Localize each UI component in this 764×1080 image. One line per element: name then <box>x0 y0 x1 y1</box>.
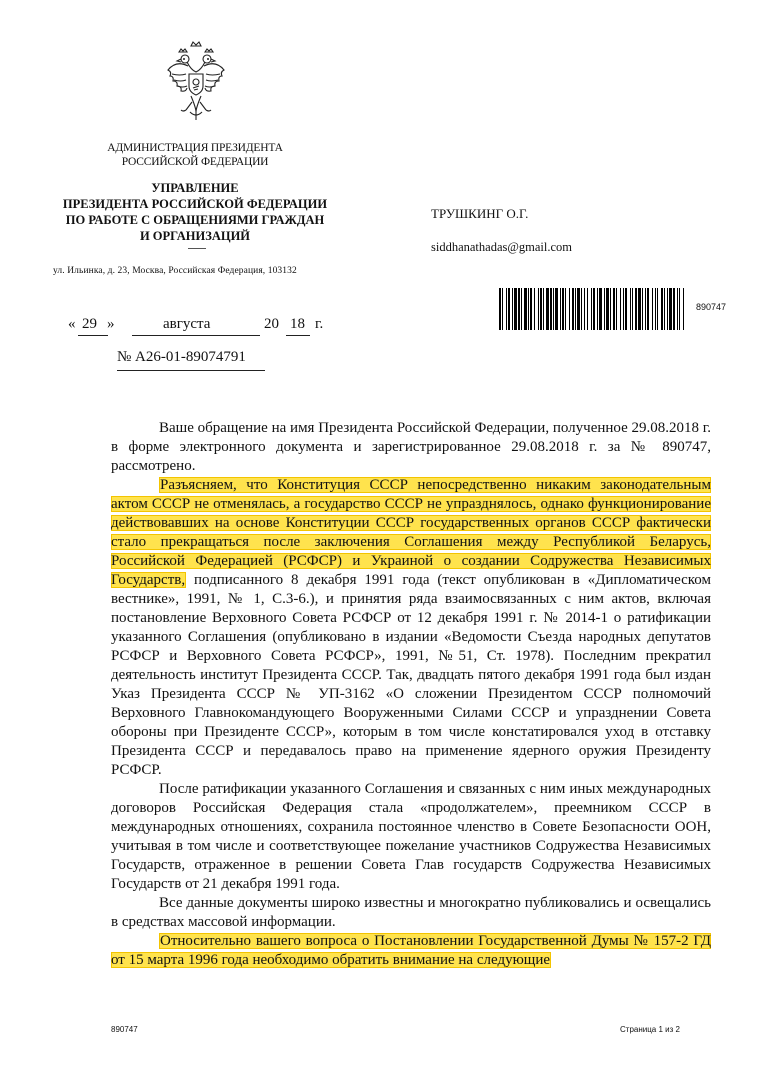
registration-number: № А26-01-89074791 <box>117 349 246 365</box>
header-divider <box>188 248 206 249</box>
sender-address: ул. Ильинка, д. 23, Москва, Российская Федерация, 103132 <box>53 266 297 276</box>
department-line-4: И ОРГАНИЗАЦИЙ <box>139 229 251 243</box>
department-line-1: УПРАВЛЕНИЕ <box>151 181 239 195</box>
department-line-2: ПРЕЗИДЕНТА РОССИЙСКОЙ ФЕДЕРАЦИИ <box>62 197 328 211</box>
date-day-underline <box>78 335 108 336</box>
recipient-email: siddhanathadas@gmail.com <box>431 240 572 254</box>
highlighted-text-2: Относительно вашего вопроса о Постановлении Государственной Думы № 157-2 ГД от 15 марта 1996 года необходимо обратить внимание на следующие <box>111 933 711 968</box>
barcode <box>499 288 685 330</box>
date-year-prefix: 20 <box>264 316 279 332</box>
date-year-underline <box>286 335 310 336</box>
paragraph-3: После ратификации указанного Соглашения и связанных с ним иных международных договоров Российская Федерация стала «продолжателем», преемником СССР в международных отношениях, сохранила постоянное членство в Совете Безопасности ООН, учитывая в том числе и соответствующее пожелание участников Содружества Независимых Государств, отраженное в решении Совета Глав государств Содружества Независимых Государств от 21 декабря 1991 года. <box>111 781 711 892</box>
footer-page-indicator: Страница 1 из 2 <box>620 1025 680 1034</box>
footer-document-number: 890747 <box>111 1025 138 1034</box>
recipient-name: ТРУШКИНГ О.Г. <box>431 206 529 221</box>
date-close-quote: » <box>107 316 115 332</box>
paragraph-1: Ваше обращение на имя Президента Российской Федерации, полученное 29.08.2018 г. в форме электронного документа и зарегистрированное 29.08.2018 г. за № 890747, рассмотрено. <box>111 420 711 474</box>
paragraph-2 <box>111 476 711 780</box>
date-open-quote: « <box>68 316 76 332</box>
paragraph-4: Все данные документы широко известны и многократно публиковались и освещались в средствах массовой информации. <box>111 895 711 930</box>
paragraph-2-rest: подписанного 8 декабря 1991 года (текст опубликован в «Дипломатическом вестнике», 1991, № 1, С.3-6.), и принятия ряда взаимосвязанных с ним актов, включая постановление Верховного Совета РСФСР от 12 декабря 1991 г. № 2014-1 о ратификации указанного Соглашения (опубликовано в издании «Ведомости Съезда народных депутатов РСФСР и Верховного Совета РСФСР», 1991, №51, Ст. 1978). Последним прекратил деятельность институт Президента СССР. Так, двадцать пятого декабря 1991 года был издан Указ Президента СССР № УП-3162 «О сложении Президентом СССР полномочий Верховного Главнокомандующего Вооруженными Силами СССР и упразднении Совета обороны при Президенте СССР», которым в том числе констатировался уход в отставку Президента СССР и передавалось право на применение ядерного оружия Президенту РСФСР. <box>111 572 711 778</box>
admin-line-2: РОССИЙСКОЙ ФЕДЕРАЦИИ <box>121 156 269 168</box>
registration-underline <box>117 370 265 371</box>
highlighted-text-1: Разъясняем, что Конституция СССР непосредственно никаким законодательным актом СССР не отменялась, а государство СССР не упразднялось, однако функционирование действовавших на основе Конституции СССР государственных органов СССР фактически стало прекращаться после заключения Соглашения между Республикой Беларусь, Российской Федерацией (РСФСР) и Украиной о создании Содружества Независимых Государств, <box>111 477 711 588</box>
paragraph-5 <box>111 932 711 970</box>
date-month-underline <box>132 335 260 336</box>
date-year-abbr: г. <box>315 316 324 332</box>
date-month: августа <box>163 316 211 332</box>
admin-line-1: АДМИНИСТРАЦИЯ ПРЕЗИДЕНТА <box>107 142 283 154</box>
date-day: 29 <box>82 316 97 332</box>
date-year-suffix: 18 <box>290 316 305 332</box>
department-line-3: ПО РАБОТЕ С ОБРАЩЕНИЯМИ ГРАЖДАН <box>65 213 325 227</box>
coat-of-arms-emblem <box>164 40 228 124</box>
barcode-number: 890747 <box>696 302 727 312</box>
letter-body <box>111 419 711 970</box>
